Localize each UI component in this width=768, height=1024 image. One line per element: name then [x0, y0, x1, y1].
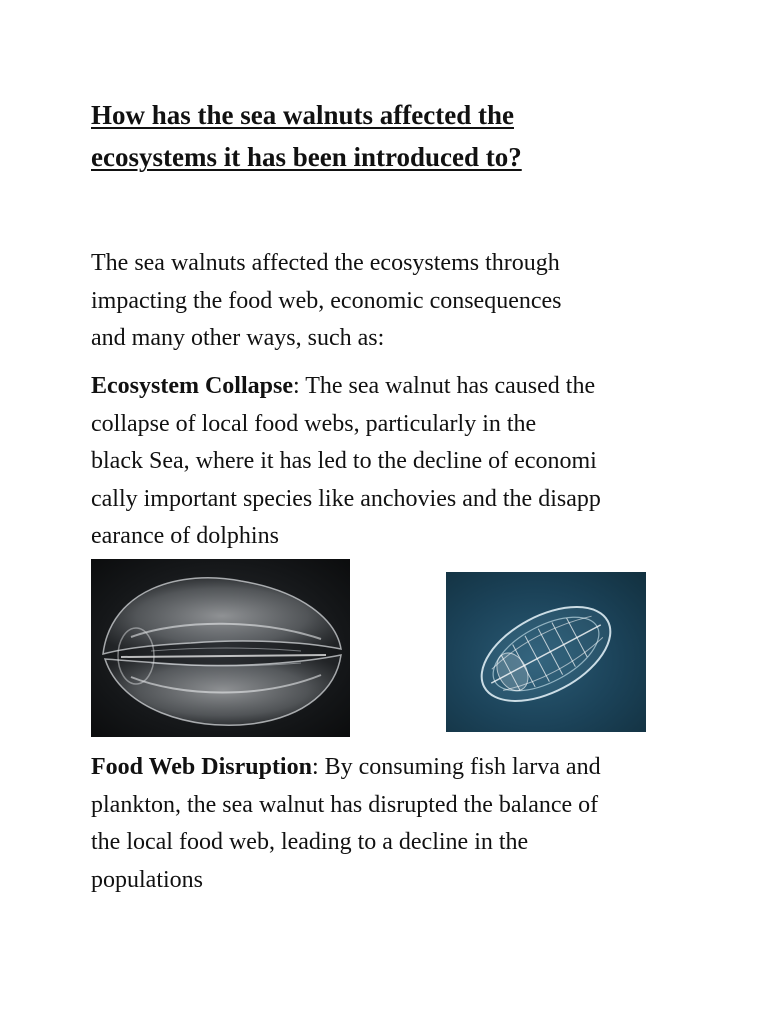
intro-line-3: and many other ways, such as:: [91, 325, 385, 351]
foodweb-text-1: : By consuming fish larva and: [311, 754, 601, 780]
collapse-text-1: : The sea walnut has caused the: [292, 373, 596, 399]
food-web-disruption-paragraph: [91, 749, 691, 899]
sea-walnut-photo-left: [91, 559, 350, 737]
foodweb-line-4: populations: [91, 866, 203, 893]
collapse-line-2: collapse of local food webs, particularly in the: [91, 410, 537, 437]
foodweb-line-1: [91, 749, 691, 787]
ecosystem-collapse-paragraph: [91, 368, 691, 556]
collapse-line-3: black Sea, where it has led to the decline of economi: [91, 448, 597, 474]
comb-jelly-photo-dark: [91, 559, 350, 737]
comb-jelly-photo-blue: [446, 572, 646, 732]
sea-walnut-photo-right: [446, 572, 646, 732]
food-web-disruption-term: Food Web Disruption: [91, 754, 312, 780]
foodweb-line-3: the local food web, leading to a decline in the: [91, 829, 529, 855]
intro-line-1: The sea walnuts affected the ecosystems through: [91, 250, 560, 276]
collapse-line-4: cally important species like anchovies and the disapp: [91, 485, 601, 512]
foodweb-line-2: plankton, the sea walnut has disrupted the balance of: [91, 791, 599, 818]
title-line-1: How has the sea walnuts affected the: [91, 100, 514, 130]
document-title: [91, 94, 691, 178]
intro-paragraph: [91, 245, 691, 358]
collapse-line-1: [91, 368, 691, 406]
ecosystem-collapse-term: Ecosystem Collapse: [91, 373, 293, 399]
intro-line-2: impacting the food web, economic consequences: [91, 287, 562, 314]
collapse-line-5: earance of dolphins: [91, 523, 279, 549]
title-line-2: ecosystems it has been introduced to?: [91, 142, 522, 172]
